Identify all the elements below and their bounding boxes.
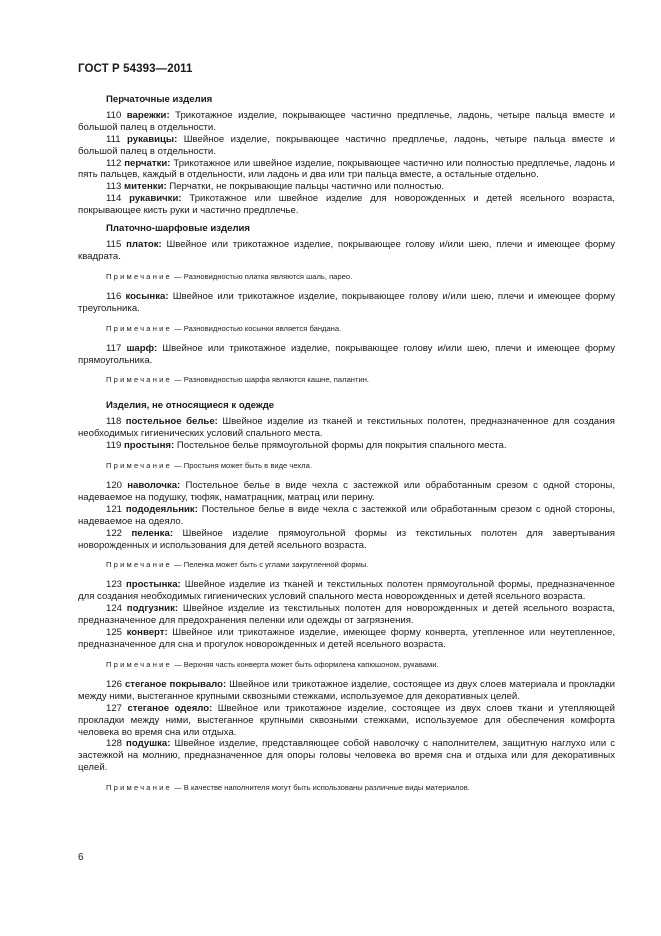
term-entry	[78, 158, 615, 182]
note-label: Примечание	[106, 560, 172, 570]
term-number: 120	[106, 480, 123, 492]
term-entry	[78, 703, 615, 739]
note-text: Простыня может быть в виде чехла.	[183, 461, 312, 471]
note	[78, 560, 615, 570]
term-entry	[78, 528, 615, 552]
note-dash: —	[171, 659, 184, 669]
term-number: 111	[106, 133, 121, 145]
note	[78, 783, 615, 793]
term-entry	[78, 504, 615, 528]
term-number: 114	[106, 193, 122, 205]
term-definition: Швейное изделие из тканей и текстильных полотен, предназначенное для создания необходимых гигиенических условий спального места.	[78, 416, 615, 440]
section-title: Платочно-шарфовые изделия	[106, 223, 251, 235]
term-number: 127	[106, 702, 123, 714]
term-entry	[78, 679, 615, 703]
term-number: 125	[106, 627, 123, 639]
term-definition: Швейное или трикотажное изделие, имеющее форму конверта, утепленное или неутепленное, предназначенное для сна и прогулок новорожденных и детей ясельного возраста.	[78, 627, 615, 650]
term-definition: Швейное или трикотажное изделие, состоящее из двух слоев ткани и утепляющей прокладки между ними, выстеганное крупными сквозными стежками, используемое для обеспечения комфорта человека во время сна или отдыха.	[78, 702, 615, 738]
term-definition: Швейное или трикотажное изделие, состоящее из двух слоев материала и прокладки между ними, выстеганное крупными сквозными стежками, используемое для декоративных целей.	[78, 678, 615, 702]
term-entry	[78, 343, 615, 367]
term-entry	[78, 480, 615, 504]
term-word: простынка:	[126, 579, 181, 591]
note-label: Примечание	[106, 323, 172, 333]
term-number: 126	[106, 678, 123, 690]
note	[78, 272, 615, 282]
note-label: Примечание	[106, 375, 172, 385]
note-dash: —	[171, 560, 184, 570]
term-definition: Швейное изделие из текстильных полотен для новорожденных и детей ясельного возраста, предназначенное для предохранения пеленки или одежды от загрязнения.	[78, 603, 615, 627]
term-word: простыня:	[123, 440, 175, 452]
term-entry	[78, 291, 615, 315]
note-text: Разновидностью косынки является бандана.	[183, 323, 342, 333]
term-definition: Трикотажное или швейное изделие, покрывающее частично или полностью предплечье, ладонь и пять пальцев, каждый в отдельности, или ладонь и два или три пальца вместе, а остальные отдельно.	[78, 157, 615, 181]
term-word: рукавички:	[129, 193, 182, 205]
term-number: 121	[106, 503, 123, 515]
term-number: 128	[106, 738, 123, 750]
term-entry	[78, 416, 615, 440]
term-definition: Швейное изделие, представляющее собой наволочку с наполнителем, защитную наглухо или с застежкой на молнию, предназначенное для опоры головы человека во время сна и отдыха или для декоративных целей.	[78, 738, 615, 774]
document-header: ГОСТ Р 54393—2011	[78, 63, 193, 75]
term-word: рукавицы:	[127, 133, 178, 145]
term-number: 112	[106, 157, 122, 169]
note-text: Разновидностью шарфа являются кашне, палантин.	[183, 375, 370, 385]
term-entry	[78, 193, 615, 217]
note-dash: —	[171, 271, 184, 281]
term-word: стеганое одеяло:	[127, 702, 213, 714]
note-text: Верхняя часть конверта может быть оформлена капюшоном, рукавами.	[183, 659, 439, 669]
section-title: Перчаточные изделия	[106, 94, 213, 105]
term-word: платок:	[126, 238, 162, 250]
term-number: 115	[106, 238, 122, 250]
term-number: 113	[106, 181, 122, 193]
term-definition: Швейное изделие, покрывающее частично предплечье, ладонь, четыре пальца вместе и большой палец в отдельности.	[78, 133, 615, 157]
term-number: 119	[106, 440, 122, 452]
term-definition: Постельное белье в виде чехла с застежкой или обработанным срезом с одной стороны, надеваемое на подушку, тюфяк, наматрацник, матрац или перину.	[78, 480, 615, 503]
term-word: варежки:	[126, 109, 170, 121]
term-entry	[78, 440, 615, 452]
term-definition: Постельное белье прямоугольной формы для покрытия спального места.	[174, 440, 507, 452]
term-word: наволочка:	[127, 480, 181, 492]
term-entry	[78, 181, 615, 193]
note	[78, 375, 615, 385]
page-number: 6	[78, 852, 84, 863]
term-definition: Постельное белье в виде чехла с застежкой или обработанным срезом с одной стороны, надеваемое на одеяло.	[78, 503, 615, 527]
note-dash: —	[171, 375, 184, 385]
note-dash: —	[171, 461, 184, 471]
term-definition: Швейное изделие из тканей и текстильных полотен прямоугольной формы, предназначенное для создания необходимых гигиенических условий спального места новорожденных и детей ясельного возраста.	[78, 579, 615, 603]
term-definition: Швейное или трикотажное изделие, покрывающее голову и/или шею, плечи и имеющее форму прямоугольника.	[78, 342, 616, 366]
term-entry	[78, 239, 615, 263]
term-definition: Трикотажное изделие, покрывающее частично предплечье, ладонь, четыре пальца вместе и большой палец в отдельности.	[78, 109, 615, 133]
term-word: шарф:	[126, 342, 158, 354]
note-label: Примечание	[106, 783, 172, 793]
term-entry	[78, 110, 615, 134]
term-word: перчатки:	[124, 157, 171, 169]
note	[78, 660, 615, 670]
term-definition: Швейное или трикотажное изделие, покрывающее голову и/или шею, плечи и имеющее форму квадрата.	[78, 238, 616, 262]
term-entry	[78, 627, 615, 651]
term-number: 122	[106, 527, 123, 539]
term-definition: Перчатки, не покрывающие пальцы частично или полностью.	[166, 181, 445, 193]
term-number: 118	[106, 416, 122, 428]
note	[78, 461, 615, 471]
term-word: подушка:	[126, 738, 171, 750]
term-word: стеганое покрывало:	[124, 678, 227, 690]
note	[78, 324, 615, 334]
note-text: Пеленка может быть с углами закругленной формы.	[183, 560, 369, 570]
term-word: конверт:	[126, 627, 168, 639]
note-dash: —	[171, 323, 184, 333]
term-entry	[78, 738, 615, 774]
section-title: Изделия, не относящиеся к одежде	[106, 400, 275, 412]
term-number: 110	[106, 109, 122, 121]
note-label: Примечание	[106, 461, 172, 471]
term-number: 117	[106, 342, 122, 354]
term-word: пеленка:	[131, 527, 174, 539]
note-text: Разновидностью платка являются шаль, парео.	[183, 271, 353, 281]
document-body	[78, 94, 615, 808]
term-definition: Швейное изделие прямоугольной формы из текстильных полотен для завертывания новорожденных и использования для детей ясельного возраста.	[78, 527, 615, 551]
term-number: 123	[106, 579, 123, 591]
term-word: постельное белье:	[125, 416, 218, 428]
note-label: Примечание	[106, 659, 172, 669]
note-dash: —	[171, 783, 184, 793]
term-entry	[78, 134, 615, 158]
term-definition: Швейное или трикотажное изделие, покрывающее голову и/или шею, плечи и имеющее форму треугольника.	[78, 290, 615, 314]
term-entry	[78, 603, 615, 627]
term-entry	[78, 579, 615, 603]
term-word: митенки:	[123, 181, 167, 193]
term-definition: Трикотажное или швейное изделие для новорожденных и детей ясельного возраста, покрывающее кисть руки и частично предплечье.	[78, 193, 615, 217]
note-label: Примечание	[106, 271, 172, 281]
term-word: косынка:	[125, 290, 169, 302]
term-number: 124	[106, 603, 123, 615]
term-word: пододеяльник:	[125, 503, 198, 515]
term-number: 116	[106, 290, 122, 302]
note-text: В качестве наполнителя могут быть использованы различные виды материалов.	[183, 783, 470, 793]
term-word: подгузник:	[126, 603, 179, 615]
